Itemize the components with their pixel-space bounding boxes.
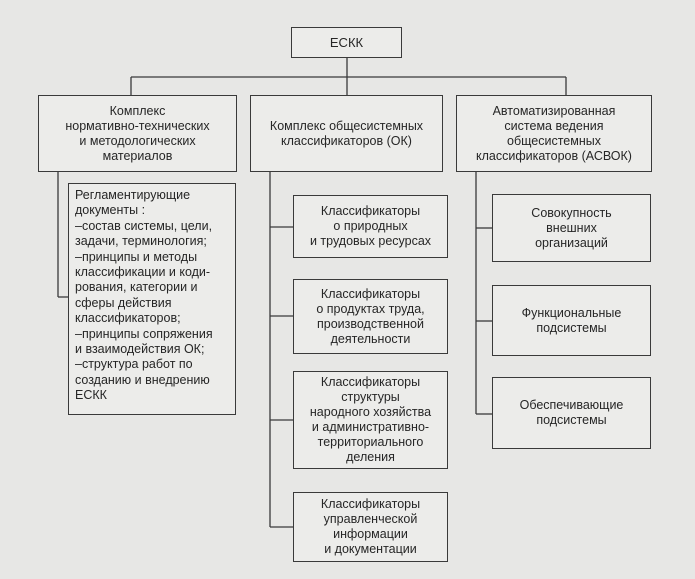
branch-label: Автоматизированная система ведения общесистемных классификаторов (АСВОК) <box>476 103 632 163</box>
classifier-management-info <box>293 492 448 562</box>
regulating-documents-list <box>75 219 231 404</box>
branch-label: Комплекс общесистемных классификаторов (ОК) <box>269 118 424 148</box>
branch-node-asvok <box>456 95 652 172</box>
node-label: Классификаторы о природных и трудовых ресурсах <box>309 204 432 248</box>
node-label: Классификаторы структуры народного хозяйства и административно- территориального деления <box>309 375 432 464</box>
node-label: Совокупность внешних организаций <box>531 205 612 250</box>
list-item: –структура работ по созданию и внедрению ЕСКК <box>75 357 210 403</box>
asvok-supporting-subsystems <box>492 377 651 449</box>
regulating-documents-box <box>68 183 236 415</box>
list-item: –состав системы, цели, задачи, терминология; <box>75 218 213 249</box>
asvok-external-organizations <box>492 194 651 262</box>
branch-node-classifiers <box>250 95 443 172</box>
classifier-labor-products <box>293 279 448 354</box>
classifier-natural-resources <box>293 195 448 258</box>
node-label: Классификаторы о продуктах труда, производственной деятельности <box>316 286 425 346</box>
classifier-economy-structure <box>293 371 448 469</box>
root-label: ЕСКК <box>329 35 364 50</box>
branch-node-normative <box>38 95 237 172</box>
node-label: Функциональные подсистемы <box>521 305 622 335</box>
node-label: Классификаторы управленческой информации и документации <box>320 497 421 556</box>
node-label: Обеспечивающие подсистемы <box>519 398 624 427</box>
list-item: –принципы сопряжения и взаимодействия ОК; <box>75 326 213 357</box>
regulating-documents-heading: Регламентирующие документы : <box>75 188 191 218</box>
root-node <box>291 27 402 58</box>
list-item: –принципы и методы классификации и коди- рования, категории и сферы действия классификаторов; <box>75 249 211 326</box>
branch-label: Комплекс нормативно-технических и методологических материалов <box>65 103 210 163</box>
asvok-functional-subsystems <box>492 285 651 356</box>
